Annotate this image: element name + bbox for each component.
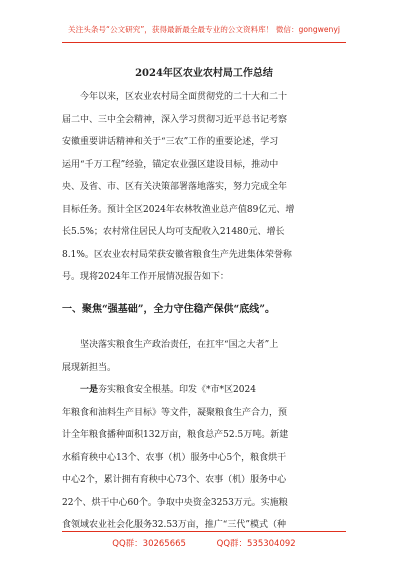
section-line: 计全年粮食播种面积132万亩，粮食总产52.5万吨。新建	[62, 430, 289, 440]
intro-line: 届二中、三中全会精神，深入学习贯彻习近平总书记考察	[62, 114, 288, 125]
header-divider	[62, 42, 346, 43]
section-line: 年粮食和油料生产目标》等文件，凝聚粮食生产合力，预	[62, 407, 288, 418]
intro-paragraph	[62, 86, 350, 289]
section-line	[62, 379, 350, 402]
document-title: 2024年区农业农村局工作总结	[135, 68, 273, 79]
footer-divider	[62, 531, 346, 532]
section-heading-1: 一、聚焦“强基础”，全力守住稳产保供“底线”。	[62, 304, 276, 315]
intro-line: 8.1%。区农业农村局荣获安徽省粮食生产先进集体荣誉称	[62, 249, 292, 260]
section-1-paragraph	[62, 334, 350, 537]
intro-line: 目标任务。预计全区2024年农林牧渔业总产值89亿元、增	[62, 204, 295, 215]
intro-line: 今年以来，区农业农村局全面贯彻党的二十大和二十	[80, 92, 288, 102]
point-marker: 一是	[80, 385, 99, 395]
section-line: 中心2个，累计拥有育秧中心73个、农事（机）服务中心	[62, 475, 287, 485]
intro-line: 运用“千万工程”经验，锚定农业强区建设目标，推动中	[62, 159, 279, 170]
header-banner: 关注头条号“公文研究”，获得最新最全最专业的公文资料库！ 微信：gongwenyj	[68, 25, 340, 34]
section-line-text: 夯实粮食安全根基。印发《*市*区2024	[98, 385, 256, 395]
section-line: 展现新担当。	[62, 362, 117, 373]
intro-line: 央、及省、市、区有关决策部署落地落实，努力完成全年	[62, 182, 288, 192]
footer-qq-group-2: QQ群：535304092	[216, 539, 296, 549]
footer-qq-group-1: QQ群：30265665	[112, 539, 186, 549]
footer	[0, 537, 408, 549]
intro-line: 长5.5%；农村常住居民人均可支配收入21480元、增长	[62, 227, 285, 237]
section-line: 22个、烘干中心60个。争取中央资金3253万元。实施粮	[62, 497, 288, 508]
section-line: 食领域农业社会化服务32.53万亩，推广“三代”模式（种	[62, 520, 286, 530]
intro-line: 安徽重要讲话精神和关于“三农”工作的重要论述，学习	[62, 137, 279, 147]
intro-line: 号。现将2024年工作开展情况报告如下：	[62, 272, 229, 282]
section-line: 水稻育秧中心13个、农事（机）服务中心5个，粮食烘干	[62, 452, 287, 463]
section-line: 坚决落实粮食生产政治责任，在扛牢“国之大者”上	[80, 340, 279, 350]
